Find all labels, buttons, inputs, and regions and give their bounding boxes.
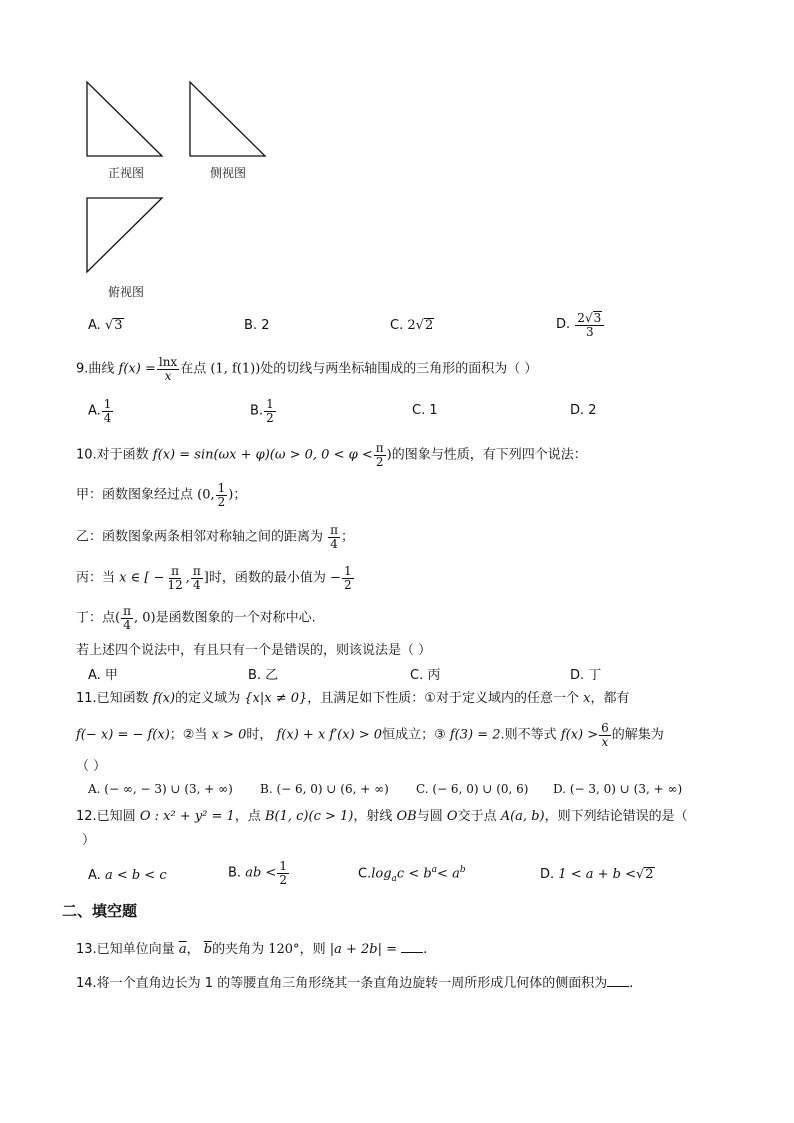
top-view-caption: 俯视图 [108, 285, 145, 299]
front-view-triangle [86, 80, 166, 160]
q12-option-c[interactable]: $C.\log_ac < b^a< a^b$ [358, 865, 466, 884]
q8-option-b[interactable]: B. 2 [244, 318, 270, 333]
front-view-caption: 正视图 [108, 166, 145, 180]
q10-statement-jia: 甲：函数图象经过点 (0, $\frac{1}{2}$ )； [76, 481, 247, 509]
q10-option-a[interactable]: A. 甲 [88, 668, 118, 683]
q8-option-c[interactable]: C. 2 √ 2 [390, 318, 434, 333]
q12-option-d[interactable]: D. 1 < a + b < √ 2 [540, 867, 654, 882]
q10-option-b[interactable]: B. 乙 [248, 668, 279, 683]
q10-question: 若上述四个说法中，有且只有一个是错误的，则该说法是（ ） [76, 643, 432, 658]
q10-option-d[interactable]: D. 丁 [570, 668, 602, 683]
q10-statement-ding: 丁：点( $\frac{\pi}{4}$ , 0)是函数图象的一个对称中心. [76, 604, 316, 632]
section-title-fill-in: 二、填空题 [62, 902, 138, 920]
q10-statement-yi: 乙：函数图象两条相邻对称轴之间的距离为 $\frac{\pi}{4}$ ； [76, 523, 355, 551]
q11-stem-line2: f(− x) = − f(x)；②当 x > 0时， f(x) + x f′(x) > 0恒成立；③ f(3) = 2.则不等式 f(x) > $\frac{6}{x}$ 的解集为 [76, 721, 664, 749]
side-view-caption: 侧视图 [210, 166, 247, 180]
q11-option-d[interactable]: D. (− 3, 0) ∪ (3, + ∞) [553, 782, 683, 796]
q9-option-a[interactable]: A. $\frac{1}{4}$ [88, 397, 112, 425]
q10-option-c[interactable]: C. 丙 [410, 668, 441, 683]
q14-stem: 14.将一个直角边长为 1 的等腰直角三角形绕其一条直角边旋转一周所形成几何体的侧面积为 . [76, 976, 634, 991]
q12-stem: 12.已知圆 O : x² + y² = 1，点 B(1, c)(c > 1)，射线 OB与圆 O交于点 A(a, b)，则下列结论错误的是（ [76, 809, 688, 824]
q13-answer-blank[interactable] [401, 942, 423, 953]
top-view-triangle [86, 196, 166, 276]
q9-stem: 9.曲线 f(x) = $\frac{\ln x}{x}$ 在点 (1, f(1))处的切线与两坐标轴围成的三角形的面积为（ ） [76, 355, 538, 383]
side-view-triangle [189, 80, 269, 160]
q11-option-b[interactable]: B. (− 6, 0) ∪ (6, + ∞) [260, 782, 389, 796]
q14-answer-blank[interactable] [607, 976, 629, 987]
q12-paren-close: ） [82, 833, 96, 848]
q11-option-c[interactable]: C. (− 6, 0) ∪ (0, 6) [416, 782, 529, 796]
q8-option-a[interactable]: A. √ 3 [88, 318, 123, 333]
q8-option-d[interactable]: D. 2 √ 3 3 [556, 311, 605, 338]
q11-option-a[interactable]: A. (− ∞, − 3) ∪ (3, + ∞) [88, 782, 233, 796]
q10-stem: 10.对于函数 f(x) = sin(ωx + φ)(ω > 0, 0 < φ < $\frac{\pi}{2}$ )的图象与性质，有下列四个说法： [76, 441, 587, 469]
q13-stem: 13.已知单位向量 $\overline{a}$， $\overline{b}$的夹角为 120°，则 |a + 2b| = . [76, 942, 428, 957]
q12-option-a[interactable]: A. a < b < c [88, 868, 167, 883]
q10-statement-bing: 丙：当 x ∈ [ − $\frac{\pi}{12}$ , $\frac{\pi}{4}$ ]时，函数的最小值为 − $\frac{1}{2}$ [76, 564, 352, 592]
q9-option-c[interactable]: C. 1 [412, 403, 438, 418]
q12-option-b[interactable]: B. ab < $\frac{1}{2}$ [228, 859, 287, 887]
q11-stem-line1: 11.已知函数 f(x)的定义域为 {x|x ≠ 0}，且满足如下性质：①对于定义域内的任意一个 x，都有 [76, 691, 630, 706]
q9-option-b[interactable]: B. $\frac{1}{2}$ [250, 397, 274, 425]
q9-option-d[interactable]: D. 2 [570, 403, 597, 418]
q11-answer-paren: （ ） [76, 759, 107, 774]
